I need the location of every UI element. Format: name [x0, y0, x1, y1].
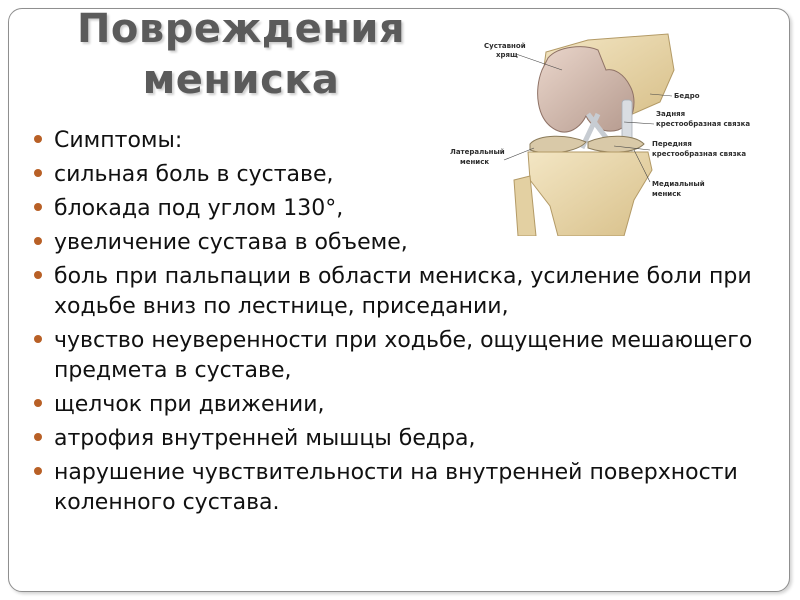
label-femur: Бедро [674, 92, 700, 100]
list-item-text: увеличение сустава в объеме, [54, 230, 408, 255]
list-item [34, 228, 764, 258]
title-line-1: Повреждения [76, 6, 406, 52]
slide-title [36, 4, 446, 106]
label-posterior-cruciate: Задняя крестообразная связка [656, 110, 751, 128]
list-item [34, 262, 764, 322]
list-item-text: нарушение чувствительности на внутренней поверхности коленного сустава. [54, 460, 738, 515]
bullet-icon [34, 135, 42, 143]
list-item [34, 390, 764, 420]
label-lateral-meniscus: Латеральный мениск [450, 148, 505, 166]
bullet-icon [34, 399, 42, 407]
list-item [34, 458, 764, 518]
list-item-text: блокада под углом 130°, [54, 196, 344, 221]
bullet-icon [34, 203, 42, 211]
list-item-text: сильная боль в суставе, [54, 162, 334, 187]
bullet-icon [34, 271, 42, 279]
list-item-text: атрофия внутренней мышцы бедра, [54, 426, 476, 451]
list-item [34, 126, 764, 156]
bullet-icon [34, 237, 42, 245]
bullet-icon [34, 467, 42, 475]
label-anterior-cruciate: Передняя крестообразная связка [652, 140, 747, 158]
list-item-text: боль при пальпации в области мениска, усиление боли при ходьбе вниз по лестнице, приседании, [54, 264, 752, 319]
bullet-icon [34, 169, 42, 177]
bullet-icon [34, 335, 42, 343]
label-medial-meniscus: Медиальный мениск [652, 180, 705, 198]
list-item [34, 424, 764, 454]
list-item-text: щелчок при движении, [54, 392, 325, 417]
list-item [34, 326, 764, 386]
symptom-list [34, 126, 764, 522]
list-item [34, 160, 764, 190]
bullet-icon [34, 433, 42, 441]
title-line-2: мениска [142, 57, 340, 103]
list-item [34, 194, 764, 224]
list-item-text: Симптомы: [54, 128, 183, 153]
label-patella: Суставной хрящ [484, 42, 526, 59]
list-item-text: чувство неуверенности при ходьбе, ощущение мешающего предмета в суставе, [54, 328, 753, 383]
